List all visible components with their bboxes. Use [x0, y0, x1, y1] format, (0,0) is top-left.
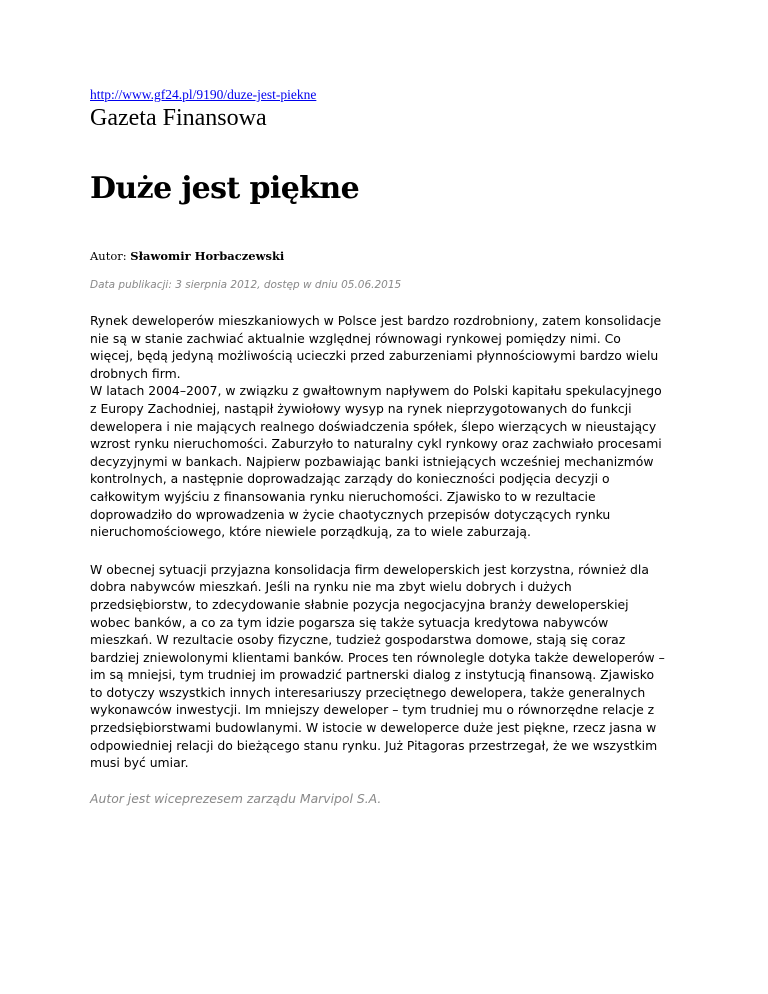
paragraph-1-part-b: W latach 2004–2007, w związku z gwałtownym napływem do Polski kapitału spekulacyjnego z Europy Zachodniej, nastąpił żywiołowy wysyp na rynek nieprzygotowanych do funkcji dewelopera i nie mających realnego doświadczenia spółek, ślepo wierzących w nieustający wzrost rynku nieruchomości. Zaburzyło to naturalny cykl rynkowy oraz zachwiało procesami decyzyjnymi w bankach. Najpierw pozbawiając banki istniejących wcześniej mechanizmów kontrolnych, a następnie doprowadzając zarządy do konieczności podjęcia decyzji o całkowitym wyjściu z finansowania rynku nieruchomości. Zjawisko to w rezultacie doprowadziło do wprowadzenia w życie chaotycznych przepisów dotyczących rynku nieruchomościowego, które niewiele porządkują, za to wiele zaburzają.: [90, 383, 662, 540]
paragraph-1-part-a: Rynek deweloperów mieszkaniowych w Polsce jest bardzo rozdrobniony, zatem konsolidacje nie są w stanie zachwiać aktualnie względnej równowagi rynkowej pomiędzy nimi. Co więcej, będą jedyną możliwością ucieczki przed zaburzeniami płynnościowymi bardzo wielu drobnych firm.: [90, 313, 662, 381]
article-title: Duże jest piękne: [90, 171, 360, 206]
publication-date: Data publikacji: 3 sierpnia 2012, dostęp w dniu 05.06.2015: [90, 279, 402, 291]
article-paragraph-2: W obecnej sytuacji przyjazna konsolidacja firm deweloperskich jest korzystna, również dla dobra nabywców mieszkań. Jeśli na rynku nie ma zbyt wielu dobrych i dużych przedsiębiorstw, to zdecydowanie słabnie pozycja negocjacyjna branży deweloperskiej wobec banków, a co za tym idzie pogarsza się także sytuacja kredytowa nabywców mieszkań. W rezultacie osoby fizyczne, tudzież gospodarstwa domowe, stają się coraz bardziej zniewolonymi klientami banków. Proces ten równolegle dotyka także deweloperów – im są mniejsi, tym trudniej im prowadzić partnerski dialog z instytucją finansową. Zjawisko to dotyczy wszystkich innych interesariuszy przeciętnego dewelopera, także generalnych wykonawców inwestycji. Im mniejszy deweloper – tym trudniej mu o równorzędne relacje z przedsiębiorstwami budowlanymi. W istocie w deweloperce duże jest piękne, rzecz jasna w odpowiedniej relacji do bieżącego stanu rynku. Już Pitagoras przestrzegał, że we wszystkim musi być umiar.: [90, 561, 665, 771]
article-paragraph-1: [90, 312, 665, 541]
article-page: [90, 86, 690, 807]
source-url-link[interactable]: http://www.gf24.pl/9190/duze-jest-piekne: [90, 87, 317, 102]
author-line: [90, 248, 690, 264]
author-bio-note: Autor jest wiceprezesem zarządu Marvipol S.A.: [90, 790, 382, 806]
author-name: Sławomir Horbaczewski: [130, 249, 285, 263]
author-label: Autor:: [90, 249, 131, 263]
publication-name: Gazeta Finansowa: [90, 105, 267, 131]
